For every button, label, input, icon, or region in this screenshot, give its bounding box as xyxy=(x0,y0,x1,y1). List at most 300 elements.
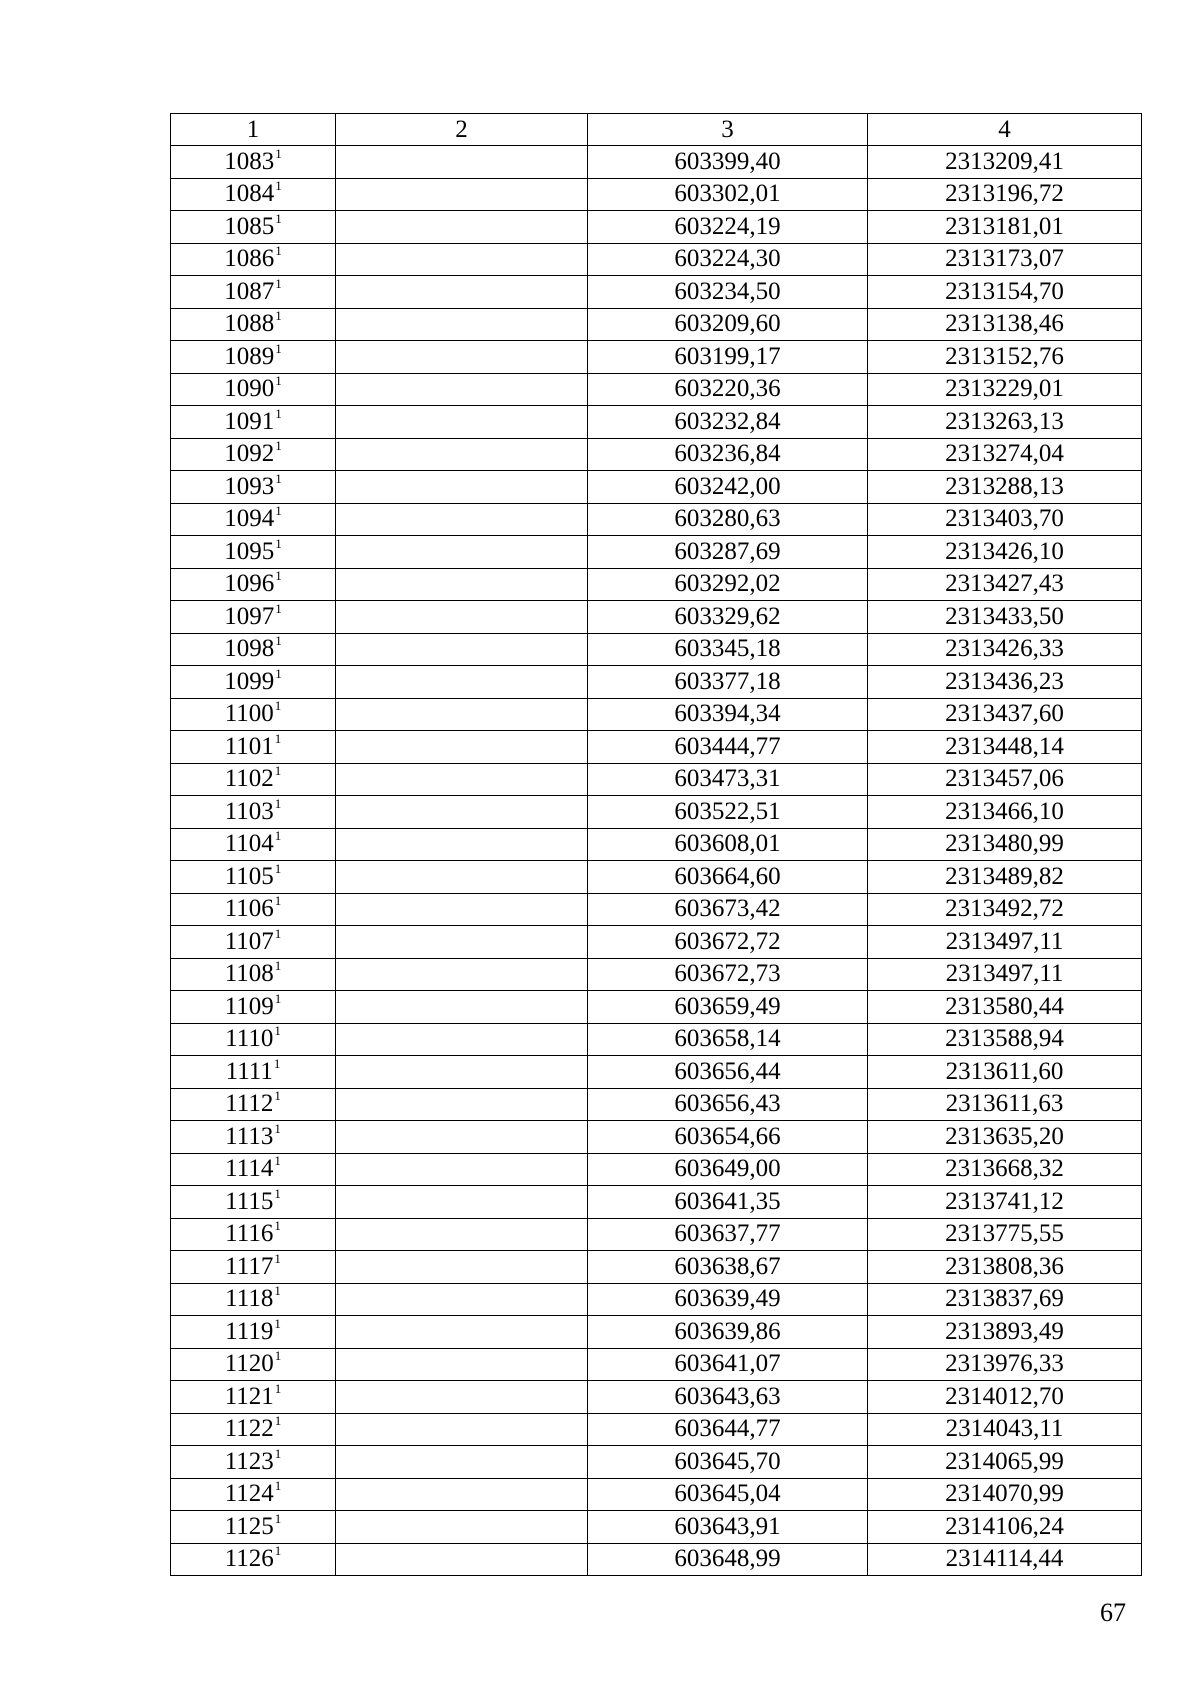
point-superscript: 1 xyxy=(274,1250,281,1266)
y-coordinate-cell: 2313808,36 xyxy=(868,1251,1142,1284)
table-row xyxy=(171,1186,1142,1219)
x-coordinate-cell: 603649,00 xyxy=(588,1153,868,1186)
x-coordinate-cell: 603672,73 xyxy=(588,958,868,991)
point-number-cell xyxy=(171,666,336,699)
y-coordinate-cell: 2314065,99 xyxy=(868,1446,1142,1479)
point-number: 1102 xyxy=(224,765,274,793)
point-number: 1096 xyxy=(224,570,275,598)
point-number-cell xyxy=(171,406,336,439)
x-coordinate-cell: 603209,60 xyxy=(588,308,868,341)
point-superscript: 1 xyxy=(274,1153,281,1169)
point-number: 1088 xyxy=(224,310,275,338)
x-coordinate-cell: 603638,67 xyxy=(588,1251,868,1284)
x-coordinate-cell: 603656,44 xyxy=(588,1056,868,1089)
page-number: 67 xyxy=(1100,1598,1126,1627)
y-coordinate-cell: 2313635,20 xyxy=(868,1121,1142,1154)
point-superscript: 1 xyxy=(275,600,282,616)
point-superscript: 1 xyxy=(274,1348,282,1364)
column-2-cell xyxy=(336,1218,588,1251)
column-2-cell xyxy=(336,1283,588,1316)
table-row xyxy=(171,211,1142,244)
x-coordinate-cell: 603608,01 xyxy=(588,828,868,861)
column-2-cell xyxy=(336,1511,588,1544)
x-coordinate-cell: 603234,50 xyxy=(588,276,868,309)
point-superscript: 1 xyxy=(275,210,282,226)
point-number-cell xyxy=(171,1413,336,1446)
column-2-cell xyxy=(336,1251,588,1284)
point-number-cell xyxy=(171,471,336,504)
y-coordinate-cell: 2313976,33 xyxy=(868,1348,1142,1381)
point-superscript: 1 xyxy=(275,178,282,194)
point-number: 1101 xyxy=(224,732,274,760)
y-coordinate-cell: 2313436,23 xyxy=(868,666,1142,699)
point-number-cell xyxy=(171,731,336,764)
point-superscript: 1 xyxy=(275,503,282,519)
table-row xyxy=(171,406,1142,439)
x-coordinate-cell: 603345,18 xyxy=(588,633,868,666)
y-coordinate-cell: 2314114,44 xyxy=(868,1543,1142,1576)
column-2-cell xyxy=(336,373,588,406)
y-coordinate-cell: 2313580,44 xyxy=(868,991,1142,1024)
point-superscript: 1 xyxy=(274,925,282,941)
y-coordinate-cell: 2313611,63 xyxy=(868,1088,1142,1121)
x-coordinate-cell: 603645,70 xyxy=(588,1446,868,1479)
table-row xyxy=(171,373,1142,406)
point-number-cell xyxy=(171,1511,336,1544)
table-row xyxy=(171,1283,1142,1316)
point-number: 1107 xyxy=(224,927,274,955)
x-coordinate-cell: 603444,77 xyxy=(588,731,868,764)
y-coordinate-cell: 2314070,99 xyxy=(868,1478,1142,1511)
point-number: 1112 xyxy=(225,1090,274,1118)
table-row xyxy=(171,536,1142,569)
point-number-cell xyxy=(171,601,336,634)
point-number-cell xyxy=(171,698,336,731)
point-number: 1122 xyxy=(224,1415,274,1443)
point-number: 1123 xyxy=(224,1447,274,1475)
y-coordinate-cell: 2313448,14 xyxy=(868,731,1142,764)
point-number-cell xyxy=(171,958,336,991)
point-superscript: 1 xyxy=(274,1478,282,1494)
table-row xyxy=(171,276,1142,309)
table-row xyxy=(171,1381,1142,1414)
point-number-cell xyxy=(171,503,336,536)
x-coordinate-cell: 603292,02 xyxy=(588,568,868,601)
x-coordinate-cell: 603654,66 xyxy=(588,1121,868,1154)
x-coordinate-cell: 603656,43 xyxy=(588,1088,868,1121)
x-coordinate-cell: 603673,42 xyxy=(588,893,868,926)
y-coordinate-cell: 2314012,70 xyxy=(868,1381,1142,1414)
y-coordinate-cell: 2313497,11 xyxy=(868,926,1142,959)
point-number: 1124 xyxy=(224,1480,274,1508)
table-row xyxy=(171,1121,1142,1154)
point-superscript: 1 xyxy=(275,633,282,649)
y-coordinate-cell: 2313196,72 xyxy=(868,178,1142,211)
point-superscript: 1 xyxy=(275,568,282,584)
column-2-cell xyxy=(336,1121,588,1154)
point-number-cell xyxy=(171,373,336,406)
point-number-cell xyxy=(171,536,336,569)
point-number: 1104 xyxy=(224,830,274,858)
table-row xyxy=(171,1446,1142,1479)
column-2-cell xyxy=(336,471,588,504)
point-superscript: 1 xyxy=(275,243,282,259)
column-2-cell xyxy=(336,406,588,439)
column-header-1: 1 xyxy=(171,114,336,146)
column-header-2: 2 xyxy=(336,114,588,146)
point-number-cell xyxy=(171,341,336,374)
table-row xyxy=(171,731,1142,764)
x-coordinate-cell: 603473,31 xyxy=(588,763,868,796)
table-row xyxy=(171,438,1142,471)
point-number: 1085 xyxy=(224,212,275,240)
x-coordinate-cell: 603302,01 xyxy=(588,178,868,211)
point-number-cell xyxy=(171,1478,336,1511)
point-number: 1099 xyxy=(224,667,275,695)
column-2-cell xyxy=(336,991,588,1024)
point-number-cell xyxy=(171,211,336,244)
point-number: 1113 xyxy=(225,1122,274,1150)
column-2-cell xyxy=(336,276,588,309)
point-superscript: 1 xyxy=(273,1055,281,1071)
column-2-cell xyxy=(336,958,588,991)
point-number: 1125 xyxy=(224,1512,274,1540)
column-2-cell xyxy=(336,1413,588,1446)
point-number-cell xyxy=(171,243,336,276)
point-superscript: 1 xyxy=(274,958,282,974)
x-coordinate-cell: 603641,35 xyxy=(588,1186,868,1219)
point-number-cell xyxy=(171,276,336,309)
point-superscript: 1 xyxy=(274,763,282,779)
point-superscript: 1 xyxy=(274,1510,282,1526)
point-number-cell xyxy=(171,1283,336,1316)
table-row xyxy=(171,601,1142,634)
point-number-cell xyxy=(171,438,336,471)
column-2-cell xyxy=(336,536,588,569)
point-superscript: 1 xyxy=(274,1543,282,1559)
point-number: 1110 xyxy=(225,1025,274,1053)
column-2-cell xyxy=(336,1023,588,1056)
table-header-row xyxy=(171,114,1142,146)
x-coordinate-cell: 603329,62 xyxy=(588,601,868,634)
point-number: 1090 xyxy=(224,375,275,403)
x-coordinate-cell: 603643,63 xyxy=(588,1381,868,1414)
table-row xyxy=(171,243,1142,276)
table-row xyxy=(171,1348,1142,1381)
table-row xyxy=(171,893,1142,926)
point-number: 1115 xyxy=(225,1187,274,1215)
column-2-cell xyxy=(336,308,588,341)
y-coordinate-cell: 2313492,72 xyxy=(868,893,1142,926)
table-row xyxy=(171,1251,1142,1284)
table-row xyxy=(171,1023,1142,1056)
y-coordinate-cell: 2313426,33 xyxy=(868,633,1142,666)
y-coordinate-cell: 2313437,60 xyxy=(868,698,1142,731)
y-coordinate-cell: 2313837,69 xyxy=(868,1283,1142,1316)
point-superscript: 1 xyxy=(274,1218,281,1234)
point-number: 1120 xyxy=(224,1350,274,1378)
point-number: 1097 xyxy=(224,602,275,630)
column-2-cell xyxy=(336,438,588,471)
y-coordinate-cell: 2313480,99 xyxy=(868,828,1142,861)
table-row xyxy=(171,1413,1142,1446)
point-number: 1092 xyxy=(224,440,275,468)
table-row xyxy=(171,1316,1142,1349)
x-coordinate-cell: 603224,19 xyxy=(588,211,868,244)
point-number-cell xyxy=(171,1023,336,1056)
y-coordinate-cell: 2313611,60 xyxy=(868,1056,1142,1089)
y-coordinate-cell: 2313138,46 xyxy=(868,308,1142,341)
column-2-cell xyxy=(336,763,588,796)
column-2-cell xyxy=(336,796,588,829)
point-number-cell xyxy=(171,796,336,829)
column-2-cell xyxy=(336,1153,588,1186)
column-2-cell xyxy=(336,243,588,276)
point-superscript: 1 xyxy=(275,470,282,486)
table-row xyxy=(171,926,1142,959)
point-number: 1116 xyxy=(225,1220,274,1248)
x-coordinate-cell: 603236,84 xyxy=(588,438,868,471)
point-number-cell xyxy=(171,1056,336,1089)
x-coordinate-cell: 603377,18 xyxy=(588,666,868,699)
point-number-cell xyxy=(171,1088,336,1121)
column-2-cell xyxy=(336,568,588,601)
y-coordinate-cell: 2313427,43 xyxy=(868,568,1142,601)
point-number-cell xyxy=(171,146,336,179)
point-superscript: 1 xyxy=(275,438,282,454)
point-superscript: 1 xyxy=(275,535,282,551)
point-number: 1119 xyxy=(225,1317,274,1345)
y-coordinate-cell: 2313497,11 xyxy=(868,958,1142,991)
y-coordinate-cell: 2313152,76 xyxy=(868,341,1142,374)
column-header-4: 4 xyxy=(868,114,1142,146)
point-number: 1084 xyxy=(224,180,275,208)
point-number-cell xyxy=(171,1348,336,1381)
point-superscript: 1 xyxy=(274,893,282,909)
y-coordinate-cell: 2314106,24 xyxy=(868,1511,1142,1544)
x-coordinate-cell: 603645,04 xyxy=(588,1478,868,1511)
x-coordinate-cell: 603672,72 xyxy=(588,926,868,959)
x-coordinate-cell: 603664,60 xyxy=(588,861,868,894)
point-number-cell xyxy=(171,1251,336,1284)
column-2-cell xyxy=(336,503,588,536)
point-number: 1114 xyxy=(225,1155,274,1183)
point-number-cell xyxy=(171,926,336,959)
point-number-cell xyxy=(171,1153,336,1186)
point-superscript: 1 xyxy=(274,730,282,746)
point-number: 1126 xyxy=(224,1545,274,1573)
point-number-cell xyxy=(171,568,336,601)
column-2-cell xyxy=(336,926,588,959)
table-row xyxy=(171,666,1142,699)
point-superscript: 1 xyxy=(275,340,282,356)
x-coordinate-cell: 603639,49 xyxy=(588,1283,868,1316)
point-superscript: 1 xyxy=(274,1380,282,1396)
column-2-cell xyxy=(336,828,588,861)
table-row xyxy=(171,698,1142,731)
table-row xyxy=(171,861,1142,894)
point-number-cell xyxy=(171,178,336,211)
y-coordinate-cell: 2313426,10 xyxy=(868,536,1142,569)
table-row xyxy=(171,503,1142,536)
point-number-cell xyxy=(171,763,336,796)
point-superscript: 1 xyxy=(275,275,282,291)
point-number: 1093 xyxy=(224,472,275,500)
table-row xyxy=(171,178,1142,211)
point-superscript: 1 xyxy=(274,1185,281,1201)
point-number: 1109 xyxy=(224,992,274,1020)
point-superscript: 1 xyxy=(274,1120,281,1136)
column-2-cell xyxy=(336,666,588,699)
point-number: 1098 xyxy=(224,635,275,663)
y-coordinate-cell: 2313433,50 xyxy=(868,601,1142,634)
point-number-cell xyxy=(171,893,336,926)
point-superscript: 1 xyxy=(275,145,282,161)
table-row xyxy=(171,308,1142,341)
x-coordinate-cell: 603287,69 xyxy=(588,536,868,569)
point-number-cell xyxy=(171,1446,336,1479)
x-coordinate-cell: 603637,77 xyxy=(588,1218,868,1251)
y-coordinate-cell: 2313274,04 xyxy=(868,438,1142,471)
y-coordinate-cell: 2313588,94 xyxy=(868,1023,1142,1056)
column-2-cell xyxy=(336,341,588,374)
table-row xyxy=(171,1543,1142,1576)
table-row xyxy=(171,828,1142,861)
point-superscript: 1 xyxy=(274,1088,281,1104)
y-coordinate-cell: 2313288,13 xyxy=(868,471,1142,504)
point-superscript: 1 xyxy=(274,1023,281,1039)
table-row xyxy=(171,568,1142,601)
x-coordinate-cell: 603641,07 xyxy=(588,1348,868,1381)
column-2-cell xyxy=(336,1381,588,1414)
point-number-cell xyxy=(171,1186,336,1219)
x-coordinate-cell: 603643,91 xyxy=(588,1511,868,1544)
point-superscript: 1 xyxy=(274,1315,281,1331)
point-number: 1086 xyxy=(224,245,275,273)
column-2-cell xyxy=(336,601,588,634)
x-coordinate-cell: 603394,34 xyxy=(588,698,868,731)
column-2-cell xyxy=(336,211,588,244)
y-coordinate-cell: 2313263,13 xyxy=(868,406,1142,439)
point-superscript: 1 xyxy=(274,828,282,844)
point-number-cell xyxy=(171,991,336,1024)
x-coordinate-cell: 603644,77 xyxy=(588,1413,868,1446)
y-coordinate-cell: 2313209,41 xyxy=(868,146,1142,179)
point-number: 1100 xyxy=(224,700,274,728)
y-coordinate-cell: 2313457,06 xyxy=(868,763,1142,796)
point-number: 1111 xyxy=(225,1057,273,1085)
x-coordinate-cell: 603658,14 xyxy=(588,1023,868,1056)
table-row xyxy=(171,633,1142,666)
y-coordinate-cell: 2314043,11 xyxy=(868,1413,1142,1446)
point-superscript: 1 xyxy=(274,1283,281,1299)
table-row xyxy=(171,1088,1142,1121)
column-2-cell xyxy=(336,698,588,731)
x-coordinate-cell: 603659,49 xyxy=(588,991,868,1024)
table-row xyxy=(171,958,1142,991)
y-coordinate-cell: 2313466,10 xyxy=(868,796,1142,829)
column-2-cell xyxy=(336,861,588,894)
x-coordinate-cell: 603648,99 xyxy=(588,1543,868,1576)
x-coordinate-cell: 603639,86 xyxy=(588,1316,868,1349)
point-number: 1089 xyxy=(224,342,275,370)
point-superscript: 1 xyxy=(275,665,282,681)
y-coordinate-cell: 2313893,49 xyxy=(868,1316,1142,1349)
table-row xyxy=(171,341,1142,374)
point-number: 1108 xyxy=(224,960,274,988)
table-row xyxy=(171,1056,1142,1089)
point-superscript: 1 xyxy=(274,1413,282,1429)
x-coordinate-cell: 603522,51 xyxy=(588,796,868,829)
point-superscript: 1 xyxy=(275,308,282,324)
column-2-cell xyxy=(336,1088,588,1121)
column-2-cell xyxy=(336,633,588,666)
point-number-cell xyxy=(171,861,336,894)
column-2-cell xyxy=(336,146,588,179)
column-2-cell xyxy=(336,1478,588,1511)
coordinates-table-body xyxy=(171,114,1142,1576)
table-row xyxy=(171,1218,1142,1251)
point-number-cell xyxy=(171,1381,336,1414)
y-coordinate-cell: 2313741,12 xyxy=(868,1186,1142,1219)
point-number: 1121 xyxy=(224,1382,274,1410)
column-2-cell xyxy=(336,1316,588,1349)
y-coordinate-cell: 2313668,32 xyxy=(868,1153,1142,1186)
table-row xyxy=(171,471,1142,504)
y-coordinate-cell: 2313489,82 xyxy=(868,861,1142,894)
point-number-cell xyxy=(171,1316,336,1349)
point-superscript: 1 xyxy=(275,405,282,421)
point-number: 1095 xyxy=(224,537,275,565)
point-number: 1117 xyxy=(225,1252,274,1280)
point-number: 1087 xyxy=(224,277,275,305)
table-row xyxy=(171,1153,1142,1186)
point-number: 1083 xyxy=(224,147,275,175)
table-row xyxy=(171,1511,1142,1544)
coordinates-sheet xyxy=(170,113,1141,1576)
x-coordinate-cell: 603224,30 xyxy=(588,243,868,276)
column-2-cell xyxy=(336,1186,588,1219)
point-superscript: 1 xyxy=(274,795,282,811)
point-number-cell xyxy=(171,828,336,861)
point-number: 1106 xyxy=(224,895,274,923)
x-coordinate-cell: 603280,63 xyxy=(588,503,868,536)
column-2-cell xyxy=(336,1348,588,1381)
y-coordinate-cell: 2313154,70 xyxy=(868,276,1142,309)
point-superscript: 1 xyxy=(274,698,282,714)
coordinates-table xyxy=(170,113,1142,1576)
y-coordinate-cell: 2313403,70 xyxy=(868,503,1142,536)
point-superscript: 1 xyxy=(274,860,282,876)
x-coordinate-cell: 603199,17 xyxy=(588,341,868,374)
x-coordinate-cell: 603220,36 xyxy=(588,373,868,406)
point-number: 1091 xyxy=(224,407,275,435)
column-2-cell xyxy=(336,1446,588,1479)
point-number: 1103 xyxy=(224,797,274,825)
x-coordinate-cell: 603399,40 xyxy=(588,146,868,179)
table-row xyxy=(171,796,1142,829)
point-number: 1105 xyxy=(224,862,274,890)
table-row xyxy=(171,991,1142,1024)
point-number-cell xyxy=(171,1121,336,1154)
x-coordinate-cell: 603232,84 xyxy=(588,406,868,439)
table-row xyxy=(171,146,1142,179)
column-2-cell xyxy=(336,1056,588,1089)
y-coordinate-cell: 2313229,01 xyxy=(868,373,1142,406)
table-row xyxy=(171,763,1142,796)
point-number-cell xyxy=(171,633,336,666)
column-2-cell xyxy=(336,893,588,926)
